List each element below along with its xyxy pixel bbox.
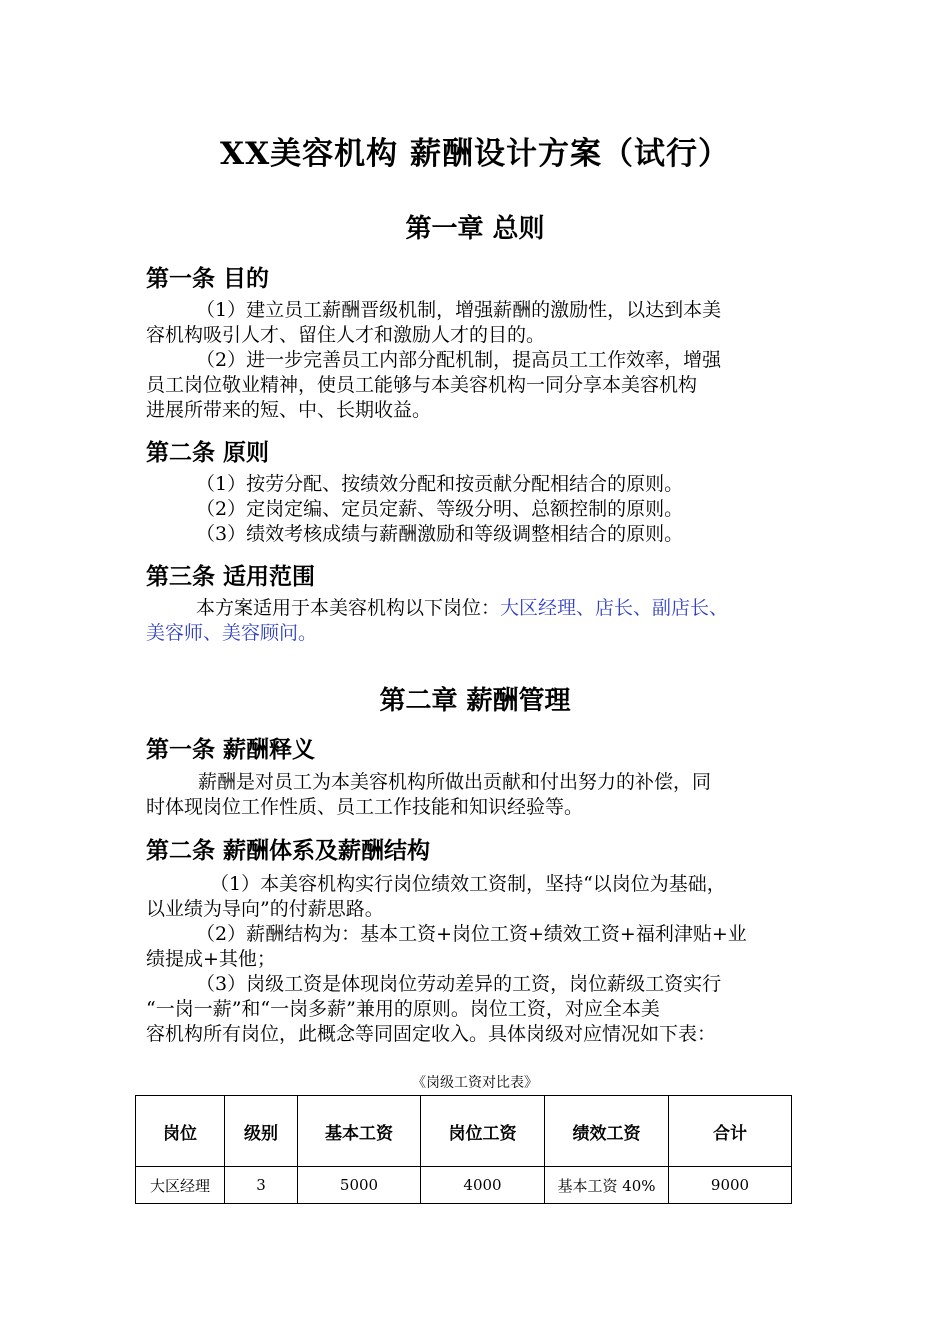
column-header: 基本工资	[298, 1096, 421, 1167]
principles-list	[146, 472, 816, 547]
structure-paragraph-3	[146, 972, 836, 1047]
document-title: XX美容机构 薪酬设计方案（试行）	[220, 136, 730, 172]
article-purpose-heading: 第一条 目的	[146, 265, 270, 292]
text-line: 容机构吸引人才、留住人才和激励人才的目的。	[146, 324, 546, 346]
article-principles-heading: 第二条 原则	[146, 439, 270, 466]
table-cell: 基本工资 40%	[545, 1167, 669, 1204]
text-line: （3）岗级工资是体现岗位劳动差异的工资，岗位薪级工资实行	[196, 973, 722, 995]
chapter-1-heading: 第一章 总则	[405, 214, 545, 244]
text-line: 绩提成+其他；	[146, 948, 276, 970]
purpose-paragraph-1	[146, 298, 816, 348]
text-line: （2）薪酬结构为：基本工资+岗位工资+绩效工资+福利津贴+业	[196, 923, 747, 945]
salary-grade-table	[135, 1095, 792, 1204]
chapter-2-heading: 第二章 薪酬管理	[379, 686, 571, 716]
text-line: 时体现岗位工作性质、员工工作技能和知识经验等。	[146, 796, 584, 818]
text-line: 容机构所有岗位，此概念等同固定收入。具体岗级对应情况如下表：	[146, 1023, 717, 1045]
scope-paragraph	[146, 596, 836, 646]
article-scope-heading: 第三条 适用范围	[146, 563, 316, 590]
text-line: （1）建立员工薪酬晋级机制，增强薪酬的激励性，以达到本美	[196, 299, 722, 321]
column-header: 级别	[225, 1096, 298, 1167]
principle-item: （2）定岗定编、定员定薪、等级分明、总额控制的原则。	[196, 498, 684, 520]
text-line: 员工岗位敬业精神，使员工能够与本美容机构一同分享本美容机构	[146, 374, 698, 396]
article-definition-heading: 第一条 薪酬释义	[146, 736, 316, 763]
structure-paragraph-1	[146, 872, 836, 922]
table-header-row	[136, 1096, 792, 1167]
column-header: 岗位	[136, 1096, 225, 1167]
scope-lead: 本方案适用于本美容机构以下岗位：	[196, 597, 501, 619]
column-header: 岗位工资	[421, 1096, 545, 1167]
principle-item: （3）绩效考核成绩与薪酬激励和等级调整相结合的原则。	[196, 523, 684, 545]
column-header: 合计	[669, 1096, 792, 1167]
text-line: 薪酬是对员工为本美容机构所做出贡献和付出努力的补偿，同	[198, 771, 712, 793]
table-caption: 《岗级工资对比表》	[412, 1075, 538, 1091]
principle-item: （1）按劳分配、按绩效分配和按贡献分配相结合的原则。	[196, 473, 684, 495]
structure-paragraph-2	[146, 922, 836, 972]
table-cell: 4000	[421, 1167, 545, 1204]
purpose-paragraph-2	[146, 348, 816, 423]
text-line: （2）进一步完善员工内部分配机制，提高员工工作效率，增强	[196, 349, 722, 371]
text-line: “一岗一薪”和“一岗多薪”兼用的原则。岗位工资，对应全本美	[146, 998, 660, 1020]
table-cell: 大区经理	[136, 1167, 225, 1204]
definition-paragraph	[146, 770, 816, 820]
text-line: 进展所带来的短、中、长期收益。	[146, 399, 432, 421]
table-cell: 3	[225, 1167, 298, 1204]
table-cell: 9000	[669, 1167, 792, 1204]
scope-roles: 美容师、美容顾问。	[146, 622, 318, 644]
scope-roles: 大区经理、店长、副店长、	[500, 597, 729, 619]
text-line: 以业绩为导向”的付薪思路。	[146, 898, 384, 920]
article-structure-heading: 第二条 薪酬体系及薪酬结构	[146, 837, 431, 864]
table-row	[136, 1167, 792, 1204]
table-cell: 5000	[298, 1167, 421, 1204]
column-header: 绩效工资	[545, 1096, 669, 1167]
text-line: （1）本美容机构实行岗位绩效工资制，坚持“以岗位为基础，	[210, 873, 726, 895]
text-line	[146, 596, 836, 621]
